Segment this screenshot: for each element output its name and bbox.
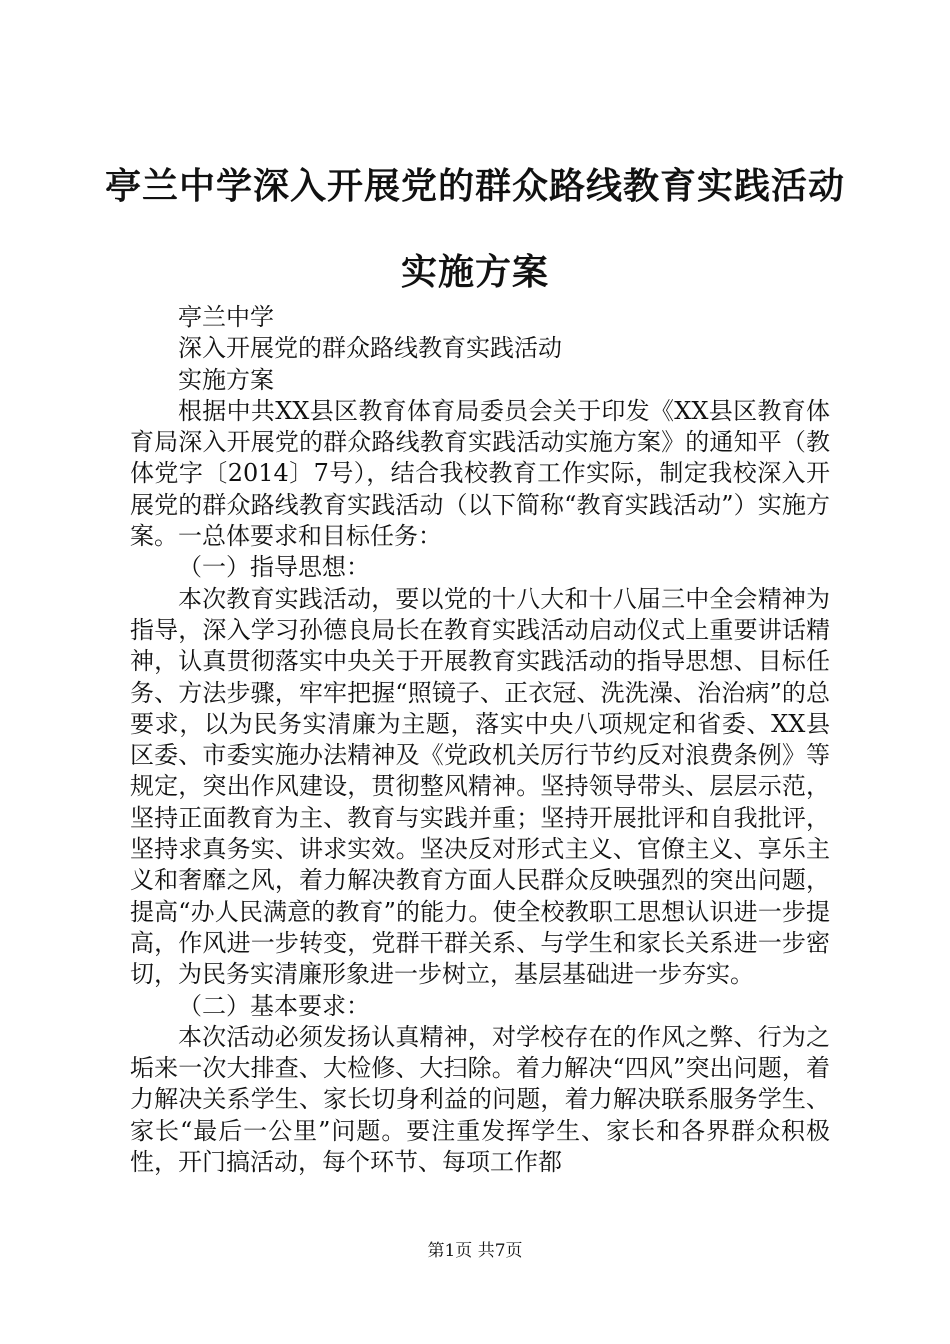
- school-name-line: 亭兰中学: [178, 303, 274, 331]
- section-heading-guiding-thought: （一）指导思想：: [178, 553, 370, 582]
- document-title-line-1: 亭兰中学深入开展党的群众路线教育实践活动: [104, 165, 845, 207]
- intro-paragraph: 根据中共XX县区教育体育局委员会关于印发《XX县区教育体育局深入开展党的群众路线教育实践活动实施方案》的通知平（教体党字〔2014〕7号），结合我校教育工作实际，制定我校深入开展党的群众路线教育实践活动（以下简称“教育实践活动”）实施方案。一总体要求和目标任务：: [130, 396, 830, 551]
- page-number-footer: 第1页 共7页: [427, 1241, 523, 1261]
- basic-requirements-paragraph: 本次活动必须发扬认真精神，对学校存在的作风之弊、行为之垢来一次大排查、大检修、大扫除。着力解决“四风”突出问题，着力解决关系学生、家长切身利益的问题，着力解决联系服务学生、家长“最后一公里”问题。要注重发挥学生、家长和各界群众积极性，开门搞活动，每个环节、每项工作都: [130, 1022, 830, 1177]
- document-body: [130, 302, 830, 1178]
- section-heading-basic-requirements: （二）基本要求：: [178, 991, 370, 1020]
- document-title-line-2: 实施方案: [400, 251, 549, 293]
- activity-name-line: 深入开展党的群众路线教育实践活动: [178, 334, 562, 363]
- guiding-thought-paragraph: 本次教育实践活动，要以党的十八大和十八届三中全会精神为指导，深入学习孙德良局长在教育实践活动启动仪式上重要讲话精神，认真贯彻落实中央关于开展教育实践活动的指导思想、目标任务、方法步骤，牢牢把握“照镜子、正衣冠、洗洗澡、治治病”的总要求，以为民务实清廉为主题，落实中央八项规定和省委、XX县区委、市委实施办法精神及《党政机关厉行节约反对浪费条例》等规定，突出作风建设，贯彻整风精神。坚持领导带头、层层示范，坚持正面教育为主、教育与实践并重；坚持开展批评和自我批评，坚持求真务实、讲求实效。坚决反对形式主义、官僚主义、享乐主义和奢靡之风，着力解决教育方面人民群众反映强烈的突出问题，提高“办人民满意的教育”的能力。使全校教职工思想认识进一步提高，作风进一步转变，党群干群关系、与学生和家长关系进一步密切，为民务实清廉形象进一步树立，基层基础进一步夯实。: [130, 584, 830, 989]
- plan-label-line: 实施方案: [178, 365, 274, 394]
